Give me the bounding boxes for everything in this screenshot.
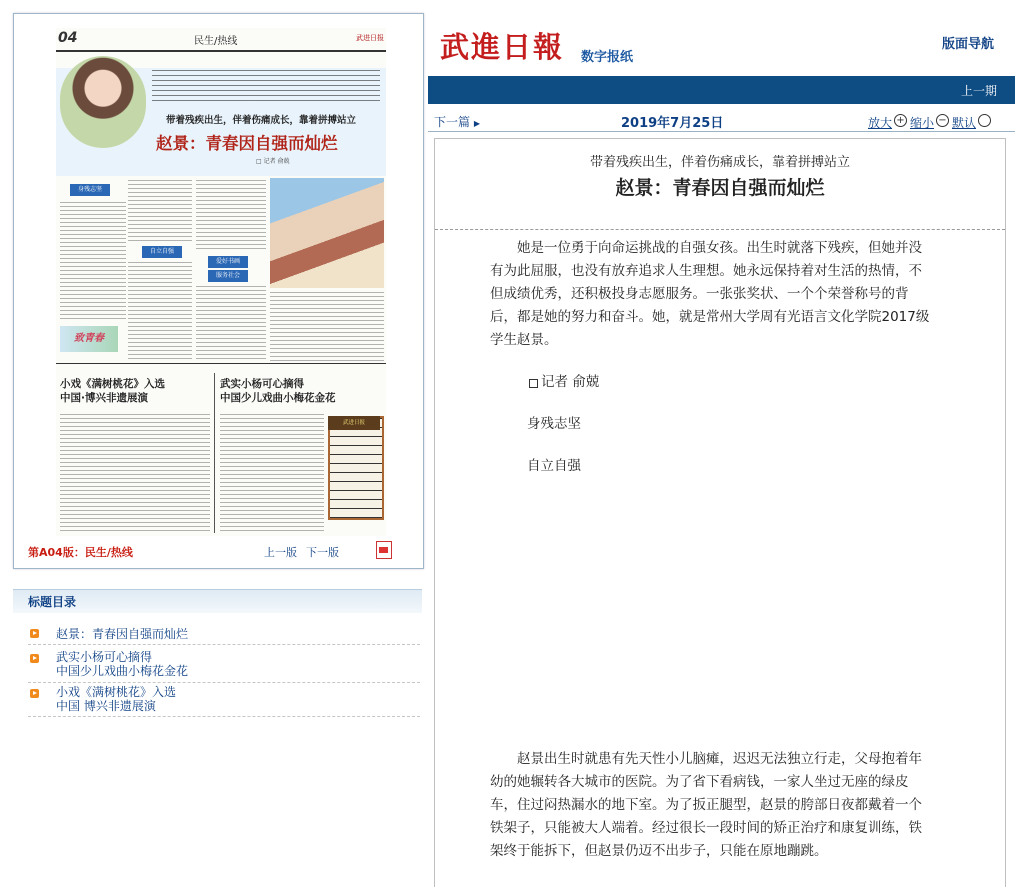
column-text [60, 202, 126, 320]
article-tag: 身残志坚 [527, 416, 581, 432]
page-label: 第A04版：民生/热线 [28, 546, 133, 559]
arrow-bullet-icon [30, 629, 39, 638]
next-article-label[interactable]: 下一篇 [434, 115, 471, 129]
article-paragraph: 她是一位勇于向命运挑战的自强女孩。出生时就落下残疾，但她并没有为此屈服，也没有放弃追求人生理想。她永远保持着对生活的热情，不但成绩优秀，还积极投身志愿服务。一张张奖状、一个个荣誉称号的背后，都是她的努力和奋斗。她，就是常州大学周有光语言文化学院2017级学生赵景。 [490, 240, 930, 348]
section-tag: 服务社会 [208, 270, 248, 282]
prev-page-link[interactable]: 上一版 [264, 546, 297, 559]
story-headline[interactable]: 小戏《满树桃花》入选 中国·博兴非遗展演 [60, 378, 165, 404]
portrait-photo [60, 56, 146, 148]
newspaper-page-image[interactable] [56, 28, 386, 536]
story-headline[interactable]: 武实小杨可心摘得 中国少儿戏曲小梅花金花 [220, 378, 336, 404]
youth-stamp: 致青春 [60, 326, 118, 352]
article-tag: 自立自强 [527, 458, 581, 474]
article-divider [435, 229, 1005, 230]
lead-subheadline: 带着残疾出生，伴着伤痛成长，靠着拼搏站立 [166, 115, 357, 126]
column-text [270, 292, 384, 362]
pdf-icon[interactable] [376, 541, 392, 559]
article-paragraph: 赵景出生时就患有先天性小儿脑瘫，迟迟无法独立行走，父母抱着年幼的她辗转各大城市的医院。为了省下看病钱，一家人坐过无座的绿皮车，住过闷热漏水的地下室。为了扳正腿型，赵景的胯部日夜都戴着一个铁架子，只能被大人端着。经过很长一段时间的矫正治疗和康复训练，铁架终于能拆下，但赵景仍迈不出步子，只能在原地蹦跳。 [490, 751, 922, 859]
page-brand: 武进日报 [356, 34, 384, 42]
column-text [128, 262, 192, 362]
section-tag: 自立自强 [142, 246, 182, 258]
toc-item[interactable] [28, 624, 420, 645]
newspaper-page-panel [13, 13, 424, 569]
toc-heading: 标题目录 [28, 595, 77, 609]
lead-byline: □ 记者 俞兢 [256, 158, 290, 165]
toc-item-label[interactable]: 武实小杨可心摘得 中国少儿戏曲小梅花金花 [56, 650, 189, 678]
column-text [128, 180, 192, 242]
triangle-right-icon: ▶ [473, 119, 480, 128]
article-byline: 记者 俞兢 [541, 374, 600, 390]
toc-item[interactable] [28, 649, 420, 683]
header-bar [428, 76, 1015, 104]
layout-navigation-link[interactable]: 版面导航 [942, 37, 995, 52]
zoom-out-link[interactable]: 缩小 [910, 116, 935, 130]
circle-icon[interactable] [978, 114, 991, 127]
zoom-default-link[interactable]: 默认 [952, 116, 977, 130]
column-text [220, 414, 324, 534]
plus-circle-icon[interactable]: + [894, 114, 907, 127]
toc-item-label[interactable]: 小戏《满树桃花》入选 中国 博兴非遗展演 [56, 685, 177, 713]
column-text [60, 414, 210, 534]
lottery-table-header: 武进日报 [328, 416, 380, 430]
previous-issue-link[interactable]: 上一期 [960, 84, 997, 98]
checkbox-square-icon [529, 379, 538, 388]
column-text [196, 180, 266, 250]
column-divider [214, 373, 215, 533]
next-article-link[interactable] [434, 113, 480, 130]
section-tag: 身残志坚 [70, 184, 110, 196]
column-text [196, 286, 266, 362]
article-subtitle: 带着残疾出生，伴着伤痛成长，靠着拼搏站立 [589, 155, 850, 170]
classroom-photo [270, 178, 384, 288]
story-divider [56, 363, 386, 364]
arrow-bullet-icon [30, 689, 39, 698]
arrow-bullet-icon [30, 654, 39, 663]
article-panel [434, 138, 1006, 887]
toolbar-divider [428, 131, 1015, 132]
toc-header [13, 589, 422, 613]
next-page-link[interactable]: 下一版 [306, 546, 339, 559]
article-title: 赵景：青春因自强而灿烂 [615, 177, 825, 199]
page-header-strip [56, 28, 386, 52]
toc-item[interactable] [28, 684, 420, 717]
lead-headline[interactable]: 赵景：青春因自强而灿烂 [156, 134, 338, 153]
page-section: 民生/热线 [194, 36, 238, 47]
lottery-table [328, 416, 384, 520]
section-tag: 爱好书画 [208, 256, 248, 268]
toc-item-label[interactable]: 赵景：青春因自强而灿烂 [56, 627, 189, 641]
lead-intro-text [152, 70, 380, 104]
minus-circle-icon[interactable]: − [936, 114, 949, 127]
zoom-in-link[interactable]: 放大 [868, 116, 893, 130]
page-number: 04 [58, 30, 78, 46]
site-logo-subtitle: 数字报纸 [581, 50, 634, 65]
issue-date: 2019年7月25日 [621, 116, 724, 131]
site-logo[interactable]: 武進日報 [440, 30, 565, 64]
